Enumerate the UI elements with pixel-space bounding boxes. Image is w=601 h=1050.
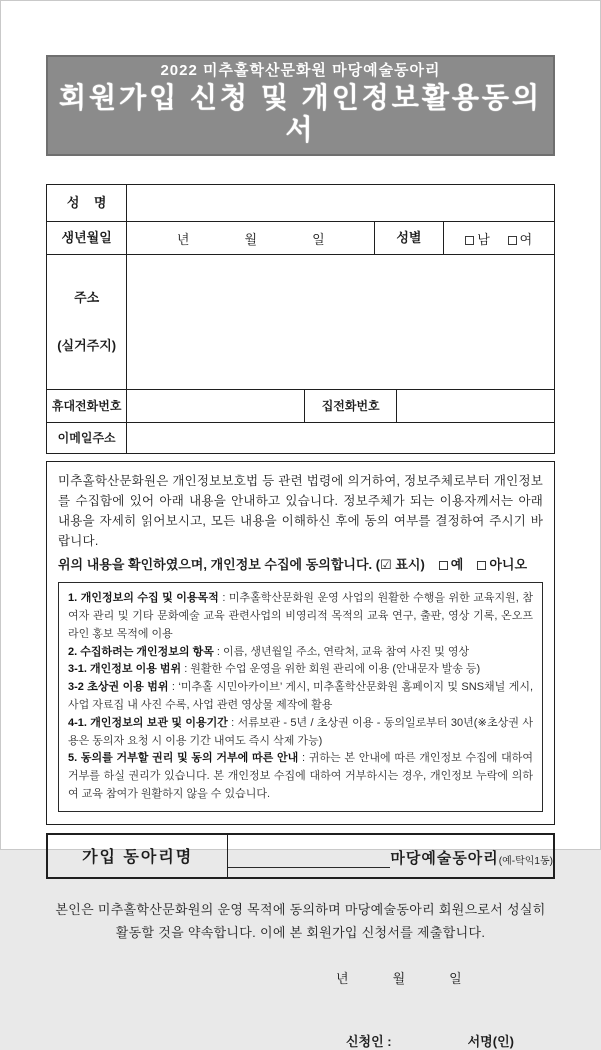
pledge-statement: [46, 899, 555, 945]
name-label: 성 명: [47, 185, 127, 222]
email-label: 이메일주소: [47, 423, 127, 454]
no-checkbox[interactable]: [477, 561, 486, 570]
consent-item-4-1: 4-1. 개인정보의 보관 및 이용기간 : 서류보관 - 5년 / 초상권 이용 - 동의일로부터 30년(※초상권 사용은 동의자 요청 시 이용 기간 내여도 즉시 삭제 가능): [68, 716, 533, 747]
male-checkbox[interactable]: [465, 236, 474, 245]
consent-confirm-line: [58, 554, 543, 573]
home-phone-input-cell[interactable]: [397, 390, 555, 423]
consent-intro-paragraph: 미추홀학산문화원은 개인정보보호법 등 관련 법령에 의거하여, 정보주체로부터 개인정보를 수집함에 있어 아래 내용을 안내하고 있습니다. 정보주체가 되는 이용자께서는 아래 내용을 자세히 읽어보시고, 모든 내용을 이해하신 후에 동의 여부를 결정하여 주시기 바랍니다.: [58, 474, 543, 549]
mobile-phone-input-cell[interactable]: [127, 390, 305, 423]
gender-option-female[interactable]: 여: [508, 229, 533, 248]
form-header-banner: [46, 55, 555, 156]
home-phone-label: 집전화번호: [305, 390, 397, 423]
signature-line: [46, 1031, 555, 1050]
date-line: [46, 968, 555, 987]
gender-label: 성별: [375, 222, 443, 255]
gender-options-cell: [443, 222, 554, 255]
date-month-unit: 월: [392, 971, 406, 987]
birth-year-unit: 년: [176, 231, 190, 247]
date-year-unit: 년: [336, 971, 349, 987]
consent-item-3-1: 3-1. 개인정보 이용 범위 : 원활한 수업 운영을 위한 회원 관리에 이용 (안내문자 발송 등): [68, 663, 481, 676]
date-day-unit: 일: [449, 971, 462, 987]
pledge-line-2: 활동할 것을 약속합니다. 이에 본 회원가입 신청서를 제출합니다.: [115, 924, 486, 940]
female-checkbox[interactable]: [508, 236, 517, 245]
mobile-phone-label: 휴대전화번호: [47, 390, 127, 423]
address-input-cell[interactable]: [127, 255, 555, 390]
personal-info-table: [46, 184, 555, 454]
consent-confirm-text: 위의 내용을 확인하였으며, 개인정보 수집에 동의합니다. (☑ 표시): [58, 557, 425, 573]
yes-checkbox[interactable]: [439, 561, 448, 570]
consent-option-no[interactable]: 아니오: [477, 554, 527, 573]
email-input-cell[interactable]: [127, 423, 555, 454]
applicant-label: 신청인 :: [346, 1034, 392, 1050]
birthdate-input-cell[interactable]: [127, 222, 375, 255]
pledge-line-1: 본인은 미추홀학산문화원의 운영 목적에 동의하며 마당예술동아리 회원으로서 성실히: [55, 901, 546, 917]
consent-section: [46, 461, 555, 825]
birth-month-unit: 월: [244, 231, 258, 247]
consent-items-box: [58, 582, 543, 812]
consent-item-2: 2. 수집하려는 개인정보의 항목 : 이름, 생년월일 주소, 연락처, 교육 참여 사진 및 영상: [68, 645, 470, 658]
club-name-blank[interactable]: [228, 854, 390, 868]
form-title: 회원가입 신청 및 개인정보활용동의서: [58, 81, 543, 145]
sign-seal-label: 서명(인): [467, 1034, 514, 1050]
consent-option-yes[interactable]: 예: [439, 554, 464, 573]
club-name-value: [228, 835, 553, 877]
club-name-suffix: 마당예술동아리: [390, 849, 499, 867]
birth-day-unit: 일: [312, 231, 325, 247]
club-name-hint: (예-탁익1동): [498, 855, 553, 867]
consent-item-3-2: 3-2 초상권 이용 범위 : ‘미추홀 시민아카이브’ 게시, 미추홀학산문화원 홈페이지 및 SNS채널 게시, 사업 자료집 내 사진 수록, 사업 관련 영상물 제작에 활용: [68, 681, 533, 711]
consent-item-5: 5. 동의를 거부할 권리 및 동의 거부에 따른 안내 : 귀하는 본 안내에 따른 개인정보 수집에 대하여 거부를 하실 권리가 있습니다. 본 개인정보 수집에 대하여 거부하시는 경우, 개인정보 누락에 의하여 교육 참여가 원활하지 않을 수 있습니다.: [68, 752, 533, 801]
club-name-section: [46, 833, 555, 879]
address-label: 주소 (실거주지): [47, 255, 127, 390]
gender-option-male[interactable]: 남: [465, 229, 490, 248]
club-name-label: 가입 동아리명: [48, 835, 228, 877]
form-subtitle: 2022 미추홀학산문화원 마당예술동아리: [160, 62, 441, 79]
name-input-cell[interactable]: [127, 185, 555, 222]
consent-item-1: 1. 개인정보의 수집 및 이용목적 : 미추홀학산문화원 운영 사업의 원활한 수행을 위한 교육지원, 참여자 관리 및 기타 문화예술 교육 관련사업의 비영리적 목적의 교육 연구, 출판, 영상 기록, 온오프라인 홍보 목적에 이용: [68, 592, 533, 640]
birthdate-label: 생년월일: [47, 222, 127, 255]
